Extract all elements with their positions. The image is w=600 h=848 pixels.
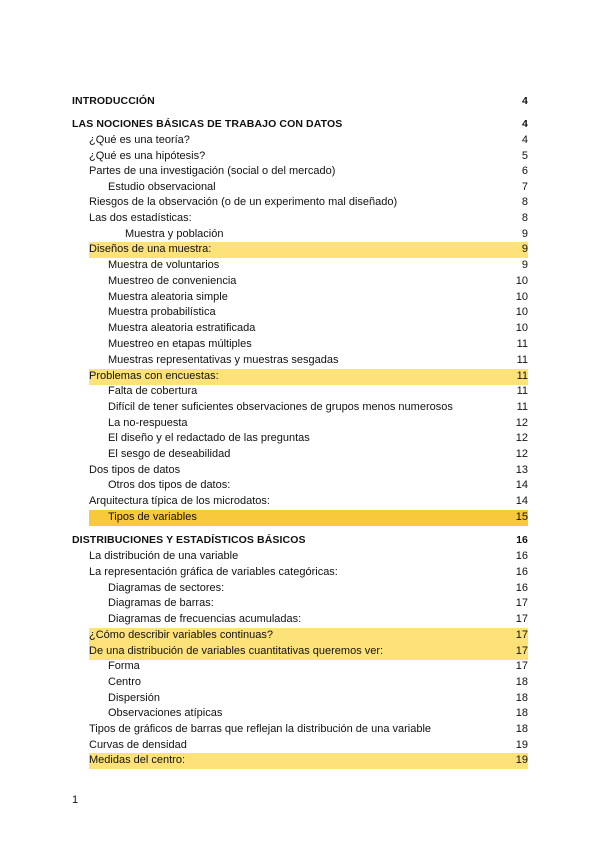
toc-entry-page: 14: [515, 479, 528, 491]
toc-entry-page: 12: [515, 448, 528, 460]
toc-entry-title: De una distribución de variables cuantitativas queremos ver:: [89, 645, 384, 657]
toc-entry-title: Observaciones atípicas: [108, 707, 223, 719]
toc-entry-title: Diseños de una muestra:: [89, 243, 212, 255]
toc-entry-page: 11: [516, 401, 528, 413]
toc-entry[interactable]: [72, 321, 528, 337]
toc-entry[interactable]: [89, 510, 528, 526]
toc-entry-title: LAS NOCIONES BÁSICAS DE TRABAJO CON DATOS: [72, 118, 343, 130]
toc-entry-page: 8: [521, 196, 528, 208]
toc-entry-title: Partes de una investigación (social o del mercado): [89, 165, 336, 177]
toc-entry-title: Curvas de densidad: [89, 739, 187, 751]
toc-entry-page: 4: [522, 118, 528, 130]
toc-entry-page: 13: [515, 464, 528, 476]
toc-entry-page: 16: [515, 550, 528, 562]
toc-entry[interactable]: [72, 612, 528, 628]
toc-entry-title: Tipos de gráficos de barras que reflejan la distribución de una variable: [89, 723, 432, 735]
toc-entry-title: Las dos estadísticas:: [89, 212, 192, 224]
toc-entry-title: Tipos de variables: [108, 511, 197, 523]
toc-entry[interactable]: [72, 549, 528, 565]
toc-entry-page: 7: [521, 181, 528, 193]
toc-entry-page: 16: [515, 582, 528, 594]
toc-entry-title: Diagramas de barras:: [108, 597, 214, 609]
toc-entry[interactable]: [89, 628, 528, 644]
toc-entry-page: 18: [515, 692, 528, 704]
toc-entry[interactable]: [89, 753, 528, 769]
toc-entry-page: 15: [515, 511, 528, 523]
toc-entry-page: 11: [516, 354, 528, 366]
toc-entry[interactable]: [72, 290, 528, 306]
toc-entry-title: Difícil de tener suficientes observaciones de grupos menos numerosos: [108, 401, 453, 413]
toc-entry-title: Diagramas de frecuencias acumuladas:: [108, 613, 302, 625]
toc-entry-page: 17: [515, 597, 528, 609]
toc-entry-page: 17: [515, 645, 528, 657]
toc-entry-title: Muestreo en etapas múltiples: [108, 338, 252, 350]
toc-entry-page: 10: [515, 322, 528, 334]
toc-entry-title: INTRODUCCIÓN: [72, 95, 155, 107]
toc-entry-page: 11: [516, 370, 528, 382]
toc-entry-title: Medidas del centro:: [89, 754, 185, 766]
toc-entry-title: Arquitectura típica de los microdatos:: [89, 495, 270, 507]
toc-entry-title: Muestreo de conveniencia: [108, 275, 237, 287]
toc-entry-title: Dos tipos de datos: [89, 464, 181, 476]
toc-entry-title: Dispersión: [108, 692, 160, 704]
toc-entry[interactable]: [89, 644, 528, 660]
toc-entry[interactable]: [72, 117, 528, 133]
toc-entry[interactable]: [72, 659, 528, 675]
toc-entry-page: 14: [515, 495, 528, 507]
toc-entry[interactable]: [72, 180, 528, 196]
toc-entry[interactable]: [72, 691, 528, 707]
toc-entry-title: ¿Qué es una hipótesis?: [89, 150, 206, 162]
toc-entry[interactable]: [72, 258, 528, 274]
toc-entry-page: 18: [515, 723, 528, 735]
toc-entry-title: Problemas con encuestas:: [89, 370, 219, 382]
toc-entry-title: La representación gráfica de variables categóricas:: [89, 566, 338, 578]
toc-entry-title: Falta de cobertura: [108, 385, 198, 397]
toc-entry-title: Muestra aleatoria estratificada: [108, 322, 256, 334]
toc-entry-title: El sesgo de deseabilidad: [108, 448, 231, 460]
toc-entry-page: 17: [515, 629, 528, 641]
toc-entry-page: 12: [515, 417, 528, 429]
toc-entry-page: 18: [515, 676, 528, 688]
toc-entry[interactable]: [72, 400, 528, 416]
toc-entry-page: 18: [515, 707, 528, 719]
toc-entry-page: 9: [521, 259, 528, 271]
toc-entry[interactable]: [72, 94, 528, 110]
toc-entry-title: Muestra de voluntarios: [108, 259, 220, 271]
toc-entry[interactable]: [72, 738, 528, 754]
toc-entry[interactable]: [89, 369, 528, 385]
toc-entry-page: 5: [521, 150, 528, 162]
toc-entry-title: DISTRIBUCIONES Y ESTADÍSTICOS BÁSICOS: [72, 534, 306, 546]
toc-entry[interactable]: [72, 416, 528, 432]
toc-entry[interactable]: [72, 133, 528, 149]
toc-entry-title: La no-respuesta: [108, 417, 188, 429]
toc-entry-page: 11: [516, 385, 528, 397]
toc-entry[interactable]: [72, 195, 528, 211]
toc-entry-page: 6: [521, 165, 528, 177]
toc-entry-title: Muestra aleatoria simple: [108, 291, 228, 303]
toc-entry-title: Riesgos de la observación (o de un experimento mal diseñado): [89, 196, 398, 208]
toc-entry[interactable]: [72, 211, 528, 227]
toc-entry[interactable]: [89, 242, 528, 258]
toc-entry-page: 17: [515, 660, 528, 672]
toc-entry-page: 4: [521, 134, 528, 146]
toc-entry-title: Estudio observacional: [108, 181, 216, 193]
toc-entry[interactable]: [72, 337, 528, 353]
toc-entry[interactable]: [72, 722, 528, 738]
toc-entry[interactable]: [72, 463, 528, 479]
toc-entry-page: 11: [516, 338, 528, 350]
toc-entry-page: 9: [521, 228, 528, 240]
toc-entry-title: ¿Cómo describir variables continuas?: [89, 629, 274, 641]
toc-entry[interactable]: [72, 533, 528, 549]
toc-entry[interactable]: [72, 353, 528, 369]
toc-entry-page: 19: [515, 739, 528, 751]
toc-entry-title: Otros dos tipos de datos:: [108, 479, 231, 491]
toc-entry[interactable]: [72, 164, 528, 180]
toc-entry[interactable]: [72, 384, 528, 400]
toc-entry-page: 19: [515, 754, 528, 766]
toc-entry-title: El diseño y el redactado de las preguntas: [108, 432, 310, 444]
toc-entry[interactable]: [72, 447, 528, 463]
toc-entry[interactable]: [72, 675, 528, 691]
toc-entry-title: Forma: [108, 660, 140, 672]
toc-entry-page: 4: [522, 95, 528, 107]
toc-entry-page: 10: [515, 306, 528, 318]
toc-entry[interactable]: [72, 565, 528, 581]
toc-entry[interactable]: [72, 149, 528, 165]
toc-entry-title: Muestras representativas y muestras sesgadas: [108, 354, 339, 366]
toc-entry[interactable]: [72, 494, 528, 510]
toc-entry[interactable]: [72, 581, 528, 597]
toc-entry-page: 16: [516, 534, 528, 546]
toc-entry[interactable]: [72, 478, 528, 494]
toc-entry-page: 16: [515, 566, 528, 578]
toc-entry[interactable]: [72, 227, 528, 243]
toc-entry-page: 8: [521, 212, 528, 224]
toc-entry-title: ¿Qué es una teoría?: [89, 134, 190, 146]
toc-entry[interactable]: [72, 706, 528, 722]
toc-entry-title: La distribución de una variable: [89, 550, 239, 562]
page-number: 1: [72, 794, 79, 806]
toc-entry-page: 9: [521, 243, 528, 255]
toc-entry-page: 12: [515, 432, 528, 444]
toc-entry[interactable]: [72, 431, 528, 447]
toc-entry-title: Centro: [108, 676, 142, 688]
toc-entry-title: Muestra probabilística: [108, 306, 216, 318]
toc-entry-page: 10: [515, 291, 528, 303]
toc-entry-page: 17: [515, 613, 528, 625]
toc-entry[interactable]: [72, 274, 528, 290]
toc-entry[interactable]: [72, 305, 528, 321]
toc-entry[interactable]: [72, 596, 528, 612]
toc-entry-title: Diagramas de sectores:: [108, 582, 225, 594]
toc-entry-title: Muestra y población: [125, 228, 224, 240]
toc-entry-page: 10: [515, 275, 528, 287]
